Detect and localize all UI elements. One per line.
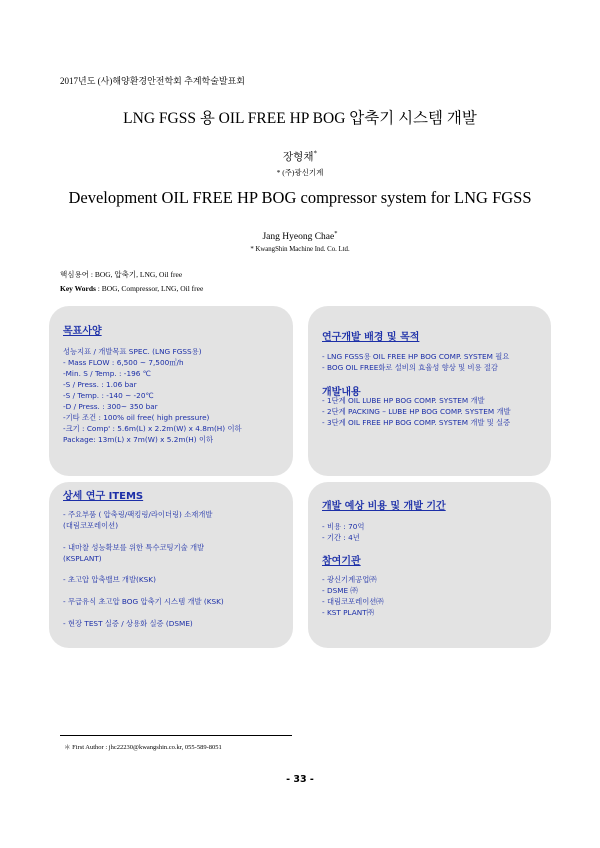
research-item: (대림코포레이션): [63, 521, 119, 530]
author-mark: *: [313, 149, 317, 158]
footnote: ＊ First Author : jhc22230@kwangshin.co.kr, 055-589-8051: [64, 744, 222, 751]
goals-line: -크기 : Comp' : 5.6m(L) x 2.2m(W) x 4.8m(H) 이하: [63, 424, 242, 433]
goals-line: -기타 조건 : 100% oil free( high pressure): [63, 413, 210, 422]
goals-heading: 목표사양: [63, 326, 102, 337]
goals-line: -Min. S / Temp. : -196 ℃: [63, 369, 151, 378]
footnote-divider: [60, 735, 292, 736]
keywords-english-values: : BOG, Compressor, LNG, Oil free: [95, 284, 204, 293]
participant-item: - 대림코포레이션㈜: [322, 597, 384, 606]
background-heading: 연구개발 배경 및 목적: [322, 332, 420, 343]
development-line: - 2단계 PACKING – LUBE HP BOG COMP. SYSTEM 개발: [322, 407, 511, 416]
participant-item: - KST PLANT㈜: [322, 608, 374, 617]
goals-line: -S / Temp. : -140 ~ -20℃: [63, 391, 154, 400]
author-name: 장형채: [283, 152, 314, 163]
participants-heading: 참여기관: [322, 556, 361, 567]
cost-box: [308, 482, 551, 648]
keywords-korean-values: : BOG, 압축기, LNG, Oil free: [88, 270, 183, 279]
keywords-english-label: Key Words: [60, 284, 96, 293]
author-name-english: Jang Hyeong Chae: [262, 232, 335, 243]
cost-heading: 개발 예상 비용 및 개발 기간: [322, 501, 446, 512]
research-items-box: [49, 482, 293, 648]
author-english: [0, 230, 600, 242]
research-item: - 무급유식 초고압 BOG 압축기 시스템 개발 (KSK): [63, 597, 224, 606]
keywords-korean: [60, 269, 182, 280]
background-box: [308, 306, 551, 476]
participant-item: - DSME ㈜: [322, 586, 358, 595]
research-item: - 현장 TEST 실증 / 상용화 실증 (DSME): [63, 619, 193, 628]
conference-header: 2017년도 (사)해양환경안전학회 추계학술발표회: [60, 76, 245, 86]
goals-line: 성능지표 / 개발목표 SPEC. (LNG FGSS용): [63, 347, 202, 356]
research-item: - 주요부품 ( 압축링/팩킹링/라이더링) 소재개발: [63, 510, 213, 519]
background-line: - LNG FGSS용 OIL FREE HP BOG COMP. SYSTEM 필요: [322, 352, 510, 361]
keywords-korean-label: 핵심용어: [60, 270, 89, 279]
development-heading: 개발내용: [322, 387, 361, 398]
affiliation-korean: * (주)광신기계: [276, 168, 324, 177]
participant-item: - 광신기계공업㈜: [322, 575, 377, 584]
author-mark-english: *: [334, 230, 338, 237]
cost-line: - 비용 : 70억: [322, 522, 365, 531]
background-line: - BOG OIL FREE화로 설비의 효율성 향상 및 비용 절감: [322, 363, 498, 372]
keywords-english: [60, 284, 203, 293]
goals-line: Package: 13m(L) x 7m(W) x 5.2m(H) 이하: [63, 435, 214, 444]
goals-line: - Mass FLOW : 6,500 ~ 7,500㎥/h: [63, 358, 184, 367]
research-item: (KSPLANT): [63, 554, 102, 563]
page-number: - 33 -: [286, 774, 314, 785]
research-item: - 내마찰 성능확보를 위한 특수코팅기술 개발: [63, 543, 205, 552]
paper-title-english: Development OIL FREE HP BOG compressor system for LNG FGSS: [68, 188, 532, 207]
paper-title-korean: LNG FGSS 용 OIL FREE HP BOG 압축기 시스템 개발: [123, 110, 477, 127]
affiliation-english: * KwangShin Machine Ind. Co. Ltd.: [250, 246, 350, 253]
author-korean: [0, 149, 600, 164]
research-items-heading: 상세 연구 ITEMS: [63, 491, 144, 502]
goals-line: -D / Press. : 300~ 350 bar: [63, 402, 158, 411]
cost-line: - 기간 : 4년: [322, 533, 360, 542]
goals-line: -S / Press. : 1.06 bar: [63, 380, 137, 389]
development-line: - 3단계 OIL FREE HP BOG COMP. SYSTEM 개발 및 실증: [322, 418, 511, 427]
research-item: - 초고압 압축밸브 개발(KSK): [63, 575, 156, 584]
goals-box: [49, 306, 293, 476]
development-line: - 1단계 OIL LUBE HP BOG COMP. SYSTEM 개발: [322, 396, 485, 405]
